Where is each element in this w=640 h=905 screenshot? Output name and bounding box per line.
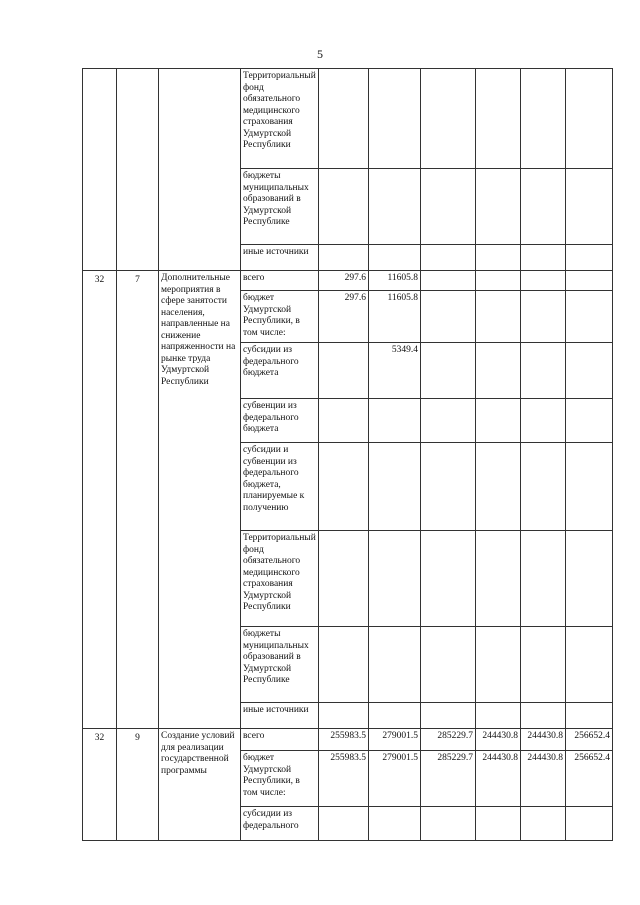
row-code-cell-text: 32 <box>94 275 105 285</box>
value-cell: 279001.5 <box>369 751 421 807</box>
value-cell <box>319 531 369 627</box>
funding-source-cell: бюджет Удмуртской Республики, в том числе: <box>241 751 319 807</box>
value-cell <box>369 245 421 271</box>
table-row <box>83 69 613 169</box>
value-cell <box>566 703 613 729</box>
row-code-cell <box>83 729 117 841</box>
value-cell <box>566 169 613 245</box>
value-cell: 255983.5 <box>319 729 369 751</box>
value-cell <box>421 531 476 627</box>
funding-source-cell: иные источники <box>241 703 319 729</box>
value-cell <box>319 399 369 443</box>
budget-table <box>82 68 613 841</box>
funding-source-cell: всего <box>241 729 319 751</box>
value-cell: 244430.8 <box>521 751 566 807</box>
value-cell <box>421 291 476 343</box>
value-cell <box>521 627 566 703</box>
value-cell <box>521 399 566 443</box>
value-cell <box>521 245 566 271</box>
value-cell <box>319 69 369 169</box>
value-cell <box>521 443 566 531</box>
value-cell <box>319 343 369 399</box>
value-cell <box>566 245 613 271</box>
funding-source-cell: субсидии и субвенции из федерального бюджета, планируемые к получению <box>241 443 319 531</box>
value-cell <box>566 69 613 169</box>
row-subcode-cell <box>117 271 159 729</box>
table-body <box>83 69 613 841</box>
table-row <box>83 729 613 751</box>
value-cell: 297.6 <box>319 291 369 343</box>
value-cell: 285229.7 <box>421 729 476 751</box>
value-cell: 244430.8 <box>476 729 521 751</box>
value-cell <box>566 271 613 291</box>
value-cell <box>476 627 521 703</box>
value-cell <box>476 399 521 443</box>
value-cell <box>369 703 421 729</box>
value-cell <box>421 169 476 245</box>
value-cell <box>369 807 421 841</box>
funding-source-cell: бюджеты муниципальных образований в Удмуртской Республике <box>241 169 319 245</box>
value-cell <box>319 807 369 841</box>
value-cell <box>476 531 521 627</box>
value-cell <box>421 245 476 271</box>
value-cell <box>421 271 476 291</box>
value-cell <box>566 807 613 841</box>
value-cell <box>319 169 369 245</box>
value-cell <box>421 343 476 399</box>
value-cell: 11605.8 <box>369 291 421 343</box>
funding-source-cell: субсидии из федерального бюджета <box>241 343 319 399</box>
value-cell: 255983.5 <box>319 751 369 807</box>
value-cell <box>521 169 566 245</box>
value-cell: 244430.8 <box>476 751 521 807</box>
page-number: 5 <box>317 47 323 61</box>
value-cell: 279001.5 <box>369 729 421 751</box>
value-cell <box>319 443 369 531</box>
value-cell <box>369 69 421 169</box>
table-row <box>83 271 613 291</box>
funding-source-cell: бюджет Удмуртской Республики, в том числе: <box>241 291 319 343</box>
value-cell <box>476 245 521 271</box>
measure-name-cell <box>159 69 241 271</box>
value-cell <box>476 343 521 399</box>
value-cell <box>521 343 566 399</box>
value-cell <box>421 807 476 841</box>
value-cell <box>421 399 476 443</box>
value-cell: 5349.4 <box>369 343 421 399</box>
value-cell: 256652.4 <box>566 751 613 807</box>
value-cell <box>521 69 566 169</box>
value-cell <box>566 627 613 703</box>
value-cell <box>369 531 421 627</box>
value-cell <box>566 531 613 627</box>
value-cell <box>566 399 613 443</box>
row-code-cell <box>83 69 117 271</box>
value-cell <box>421 703 476 729</box>
measure-name-cell-text: Создание условий для реализации государственной программы <box>161 731 235 776</box>
value-cell <box>476 271 521 291</box>
row-code-cell-text: 32 <box>94 733 105 743</box>
value-cell <box>476 291 521 343</box>
value-cell <box>521 271 566 291</box>
row-subcode-cell-text: 9 <box>135 733 140 743</box>
value-cell <box>319 627 369 703</box>
value-cell <box>421 69 476 169</box>
funding-source-cell: Территориальный фонд обязательного медицинского страхования Удмуртской Республики <box>241 69 319 169</box>
funding-source-cell: бюджеты муниципальных образований в Удмуртской Республике <box>241 627 319 703</box>
row-subcode-cell-text: 7 <box>135 275 140 285</box>
value-cell <box>521 291 566 343</box>
value-cell: 11605.8 <box>369 271 421 291</box>
value-cell: 244430.8 <box>521 729 566 751</box>
value-cell <box>521 703 566 729</box>
value-cell: 256652.4 <box>566 729 613 751</box>
value-cell <box>566 291 613 343</box>
funding-source-cell: субсидии из федерального <box>241 807 319 841</box>
value-cell <box>319 703 369 729</box>
value-cell <box>521 531 566 627</box>
value-cell <box>369 169 421 245</box>
funding-source-cell: всего <box>241 271 319 291</box>
value-cell <box>476 169 521 245</box>
funding-source-cell: Территориальный фонд обязательного медицинского страхования Удмуртской Республики <box>241 531 319 627</box>
measure-name-cell <box>159 729 241 841</box>
measure-name-cell <box>159 271 241 729</box>
value-cell <box>319 245 369 271</box>
row-subcode-cell <box>117 729 159 841</box>
value-cell: 285229.7 <box>421 751 476 807</box>
value-cell <box>521 807 566 841</box>
funding-source-cell: субвенции из федерального бюджета <box>241 399 319 443</box>
row-code-cell <box>83 271 117 729</box>
value-cell <box>476 807 521 841</box>
value-cell <box>566 343 613 399</box>
value-cell: 297.6 <box>319 271 369 291</box>
value-cell <box>369 443 421 531</box>
funding-source-cell: иные источники <box>241 245 319 271</box>
value-cell <box>476 703 521 729</box>
measure-name-cell-text: Дополнительные мероприятия в сфере занятости населения, направленные на снижение напряженности на рынке труда Удмуртской Республики <box>161 273 236 387</box>
value-cell <box>566 443 613 531</box>
value-cell <box>421 627 476 703</box>
value-cell <box>421 443 476 531</box>
value-cell <box>369 399 421 443</box>
value-cell <box>476 443 521 531</box>
row-subcode-cell <box>117 69 159 271</box>
value-cell <box>369 627 421 703</box>
value-cell <box>476 69 521 169</box>
